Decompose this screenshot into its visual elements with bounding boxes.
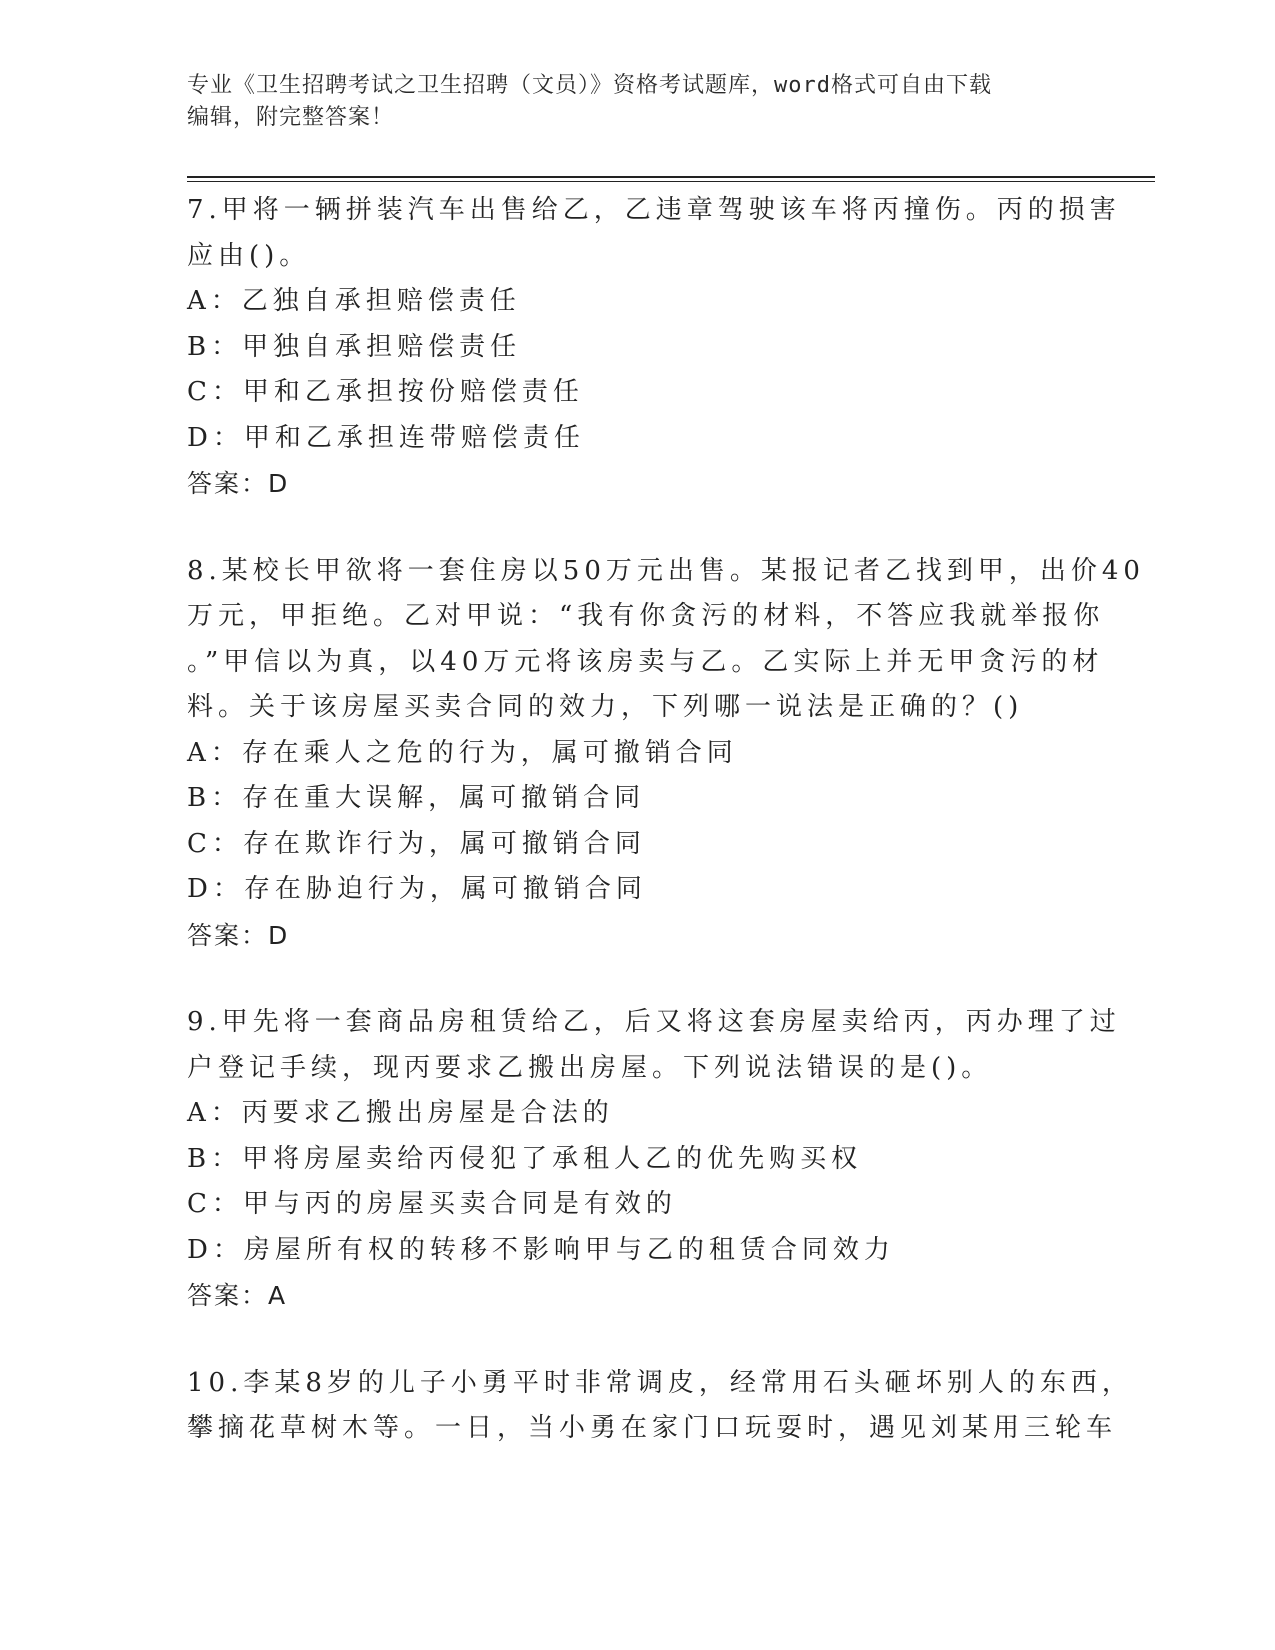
header-divider-thick xyxy=(187,176,1155,178)
question-text: 应由()。 xyxy=(187,240,311,271)
question-text: 攀摘花草树木等。一日，当小勇在家门口玩耍时，遇见刘某用三轮车 xyxy=(187,1413,1118,1443)
option-b: B：甲独自承担赔偿责任 xyxy=(187,331,522,362)
question-9 xyxy=(187,1000,1121,1319)
question-list xyxy=(187,188,1145,1494)
answer-label: 答案：D xyxy=(187,469,290,498)
option-d: D：存在胁迫行为，属可撤销合同 xyxy=(187,874,647,904)
answer-label: 答案：D xyxy=(187,920,290,950)
option-d: D：房屋所有权的转移不影响甲与乙的租赁合同效力 xyxy=(187,1234,895,1265)
question-text: 万元，甲拒绝。乙对甲说：“我有你贪污的材料，不答应我就举报你 xyxy=(187,601,1105,631)
option-a: A：乙独自承担赔偿责任 xyxy=(187,286,521,316)
option-a: A：丙要求乙搬出房屋是合法的 xyxy=(187,1098,614,1128)
question-text: 9.甲先将一套商品房租赁给乙，后又将这套房屋卖给丙，丙办理了过 xyxy=(187,1007,1121,1037)
option-c: C：甲和乙承担按份赔偿责任 xyxy=(187,377,584,407)
option-b: B：存在重大误解，属可撤销合同 xyxy=(187,783,646,813)
question-8 xyxy=(187,549,1145,959)
question-text: 10.李某8岁的儿子小勇平时非常调皮，经常用石头砸坏别人的东西， xyxy=(187,1367,1133,1398)
question-text: 7.甲将一辆拼装汽车出售给乙，乙违章驾驶该车将丙撞伤。丙的损害 xyxy=(187,195,1121,225)
question-10 xyxy=(187,1361,1133,1452)
question-text: 。”甲信以为真，以40万元将该房卖与乙。乙实际上并无甲贪污的材 xyxy=(187,646,1104,677)
option-c: C：存在欺诈行为，属可撤销合同 xyxy=(187,828,646,859)
question-text: 户登记手续，现丙要求乙搬出房屋。下列说法错误的是()。 xyxy=(187,1052,993,1083)
option-a: A：存在乘人之危的行为，属可撤销合同 xyxy=(187,737,738,768)
answer-label: 答案：A xyxy=(187,1281,288,1310)
option-d: D：甲和乙承担连带赔偿责任 xyxy=(187,422,585,453)
question-7 xyxy=(187,188,1121,507)
option-c: C：甲与丙的房屋买卖合同是有效的 xyxy=(187,1189,677,1219)
option-b: B：甲将房屋卖给丙侵犯了承租人乙的优先购买权 xyxy=(187,1143,863,1174)
header-line-2: 编辑，附完整答案！ xyxy=(187,105,395,130)
question-text: 料。关于该房屋买卖合同的效力，下列哪一说法是正确的？() xyxy=(187,692,1024,722)
header-line-1: 专业《卫生招聘考试之卫生招聘（文员）》资格考试题库，word格式可自由下载 xyxy=(187,73,992,98)
header-divider-thin xyxy=(187,181,1155,182)
question-text: 8.某校长甲欲将一套住房以50万元出售。某报记者乙找到甲，出价40 xyxy=(187,555,1145,586)
document-header xyxy=(187,70,1067,134)
